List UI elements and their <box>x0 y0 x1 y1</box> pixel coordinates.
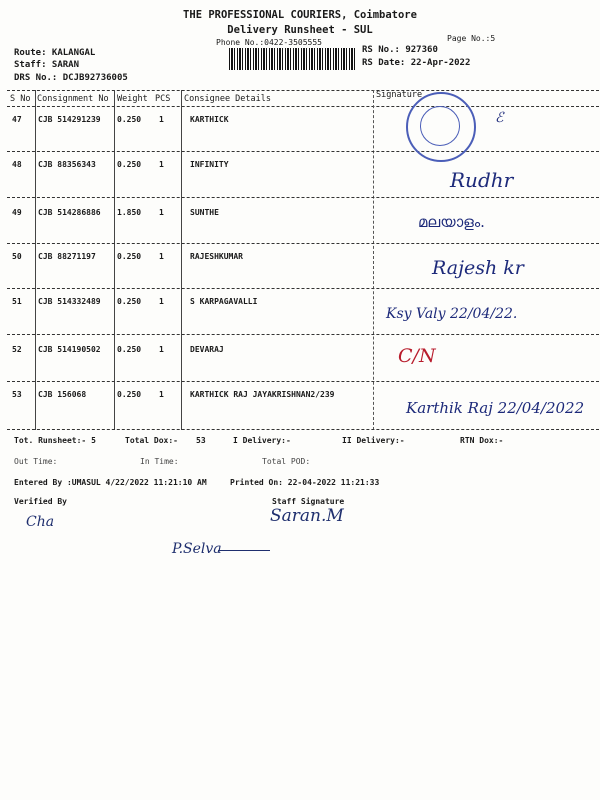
row-consignment: CJB 514332489 <box>38 297 101 306</box>
signature-stroke <box>218 550 270 551</box>
in-time-label: In Time: <box>140 457 179 466</box>
row-pcs: 1 <box>159 115 164 124</box>
row-pcs: 1 <box>159 208 164 217</box>
row-divider <box>7 381 599 382</box>
row-weight: 0.250 <box>117 252 142 261</box>
signature-47: ℰ <box>495 110 504 126</box>
row-consignee: INFINITY <box>190 160 229 169</box>
row-consignment: CJB 156068 <box>38 390 87 399</box>
row-pcs: 1 <box>159 345 164 354</box>
row-pcs: 1 <box>159 160 164 169</box>
total-dox-label: Total Dox:- <box>125 436 178 445</box>
rs-date: RS Date: 22-Apr-2022 <box>362 58 471 68</box>
courier-stamp <box>406 92 476 162</box>
row-consignee: S KARPAGAVALLI <box>190 297 258 306</box>
row-weight: 0.250 <box>117 390 142 399</box>
rs-number: RS No.: 927360 <box>362 45 438 55</box>
row-consignment: CJB 88271197 <box>38 252 96 261</box>
printed-on: Printed On: 22-04-2022 11:21:33 <box>230 478 380 487</box>
staff-signature-label: Staff Signature <box>272 497 345 506</box>
bottom-signature: P.Selva <box>172 541 222 557</box>
row-divider <box>7 151 599 152</box>
signature-51: Ksy Valy 22/04/22. <box>386 306 518 322</box>
row-consignment: CJB 514291239 <box>38 115 101 124</box>
row-consignment: CJB 514190502 <box>38 345 101 354</box>
row-weight: 0.250 <box>117 115 142 124</box>
column-divider <box>114 90 115 430</box>
row-sno: 51 <box>12 297 22 306</box>
table-top-rule <box>7 90 599 91</box>
col-consignment: Consignment No <box>37 94 109 104</box>
ii-delivery: II Delivery:- <box>342 436 405 445</box>
i-delivery: I Delivery:- <box>233 436 291 445</box>
page-number: Page No.:5 <box>447 34 496 43</box>
company-title: THE PROFESSIONAL COURIERS, Coimbatore <box>183 9 417 21</box>
row-consignee: KARTHICK <box>190 115 229 124</box>
row-pcs: 1 <box>159 390 164 399</box>
signature-53: Karthik Raj 22/04/2022 <box>406 399 585 417</box>
row-weight: 0.250 <box>117 345 142 354</box>
row-consignee: KARTHICK RAJ JAYAKRISHNAN2/239 <box>190 390 335 399</box>
staff-label: Staff: SARAN <box>14 60 80 70</box>
row-consignee: DEVARAJ <box>190 345 224 354</box>
row-sno: 48 <box>12 160 22 169</box>
row-pcs: 1 <box>159 252 164 261</box>
row-consignment: CJB 88356343 <box>38 160 96 169</box>
signature-48: Rudhr <box>450 168 514 192</box>
total-pod-label: Total POD: <box>262 457 311 466</box>
row-consignee: RAJESHKUMAR <box>190 252 243 261</box>
column-divider <box>35 90 36 430</box>
staff-signature: Saran.M <box>270 506 344 526</box>
row-sno: 47 <box>12 115 22 124</box>
row-sno: 53 <box>12 390 22 399</box>
col-pcs: PCS <box>155 94 171 104</box>
entered-by: Entered By :UMASUL 4/22/2022 11:21:10 AM <box>14 478 207 487</box>
verified-signature: Cha <box>26 514 55 530</box>
header-bottom-rule <box>7 106 599 107</box>
barcode <box>229 48 357 70</box>
runsheet-title: Delivery Runsheet - SUL <box>227 24 373 36</box>
row-pcs: 1 <box>159 297 164 306</box>
row-divider <box>7 288 599 289</box>
drs-number: DRS No.: DCJB92736005 <box>14 73 128 83</box>
signature-50: Rajesh kr <box>432 257 524 279</box>
row-consignee: SUNTHE <box>190 208 219 217</box>
col-weight: Weight <box>117 94 148 104</box>
row-sno: 49 <box>12 208 22 217</box>
total-runsheet: Tot. Runsheet:- 5 <box>14 436 96 445</box>
table-bottom-rule <box>7 429 599 430</box>
column-divider <box>181 90 182 430</box>
column-divider <box>373 90 374 430</box>
rtn-dox: RTN Dox:- <box>460 436 504 445</box>
out-time-label: Out Time: <box>14 457 58 466</box>
row-weight: 1.850 <box>117 208 142 217</box>
col-sno: S No <box>10 94 31 104</box>
col-consignee: Consignee Details <box>184 94 271 104</box>
signature-49: മലയാളം. <box>418 213 485 231</box>
row-divider <box>7 334 599 335</box>
row-consignment: CJB 514286886 <box>38 208 101 217</box>
verified-by-label: Verified By <box>14 497 67 506</box>
row-divider <box>7 197 599 198</box>
route-label: Route: KALANGAL <box>14 48 96 58</box>
row-sno: 52 <box>12 345 22 354</box>
row-weight: 0.250 <box>117 160 142 169</box>
total-dox-value: 53 <box>196 436 206 445</box>
col-signature: Signature <box>376 90 423 100</box>
row-weight: 0.250 <box>117 297 142 306</box>
row-divider <box>7 243 599 244</box>
phone-number: Phone No.:0422-3505555 <box>216 38 322 47</box>
signature-52: C/N <box>398 345 436 367</box>
row-sno: 50 <box>12 252 22 261</box>
